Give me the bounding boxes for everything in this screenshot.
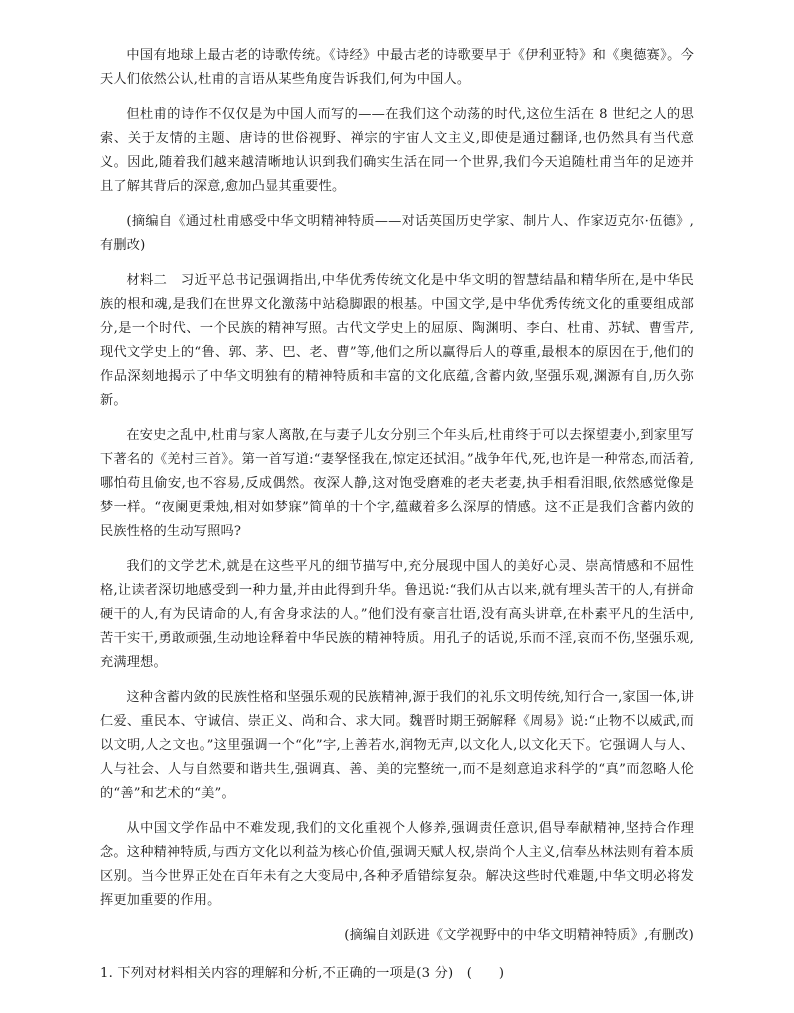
source-citation-2: (摘编自刘跃进《文学视野中的中华文明精神特质》,有删改)	[344, 928, 694, 943]
paragraph-7: 从中国文学作品中不难发现,我们的文化重视个人修养,强调责任意识,倡导奉献精神,坚持合作理念。这种精神特质,与西方文化以利益为核心价值,强调天赋人权,崇尚个人主义,信奉丛林法则有着本质区别。当今世界正处在百年未有之大变局中,各种矛盾错综复杂。解决这些时代难题,中华文明必将发挥更加重要的作用。	[100, 821, 694, 908]
source-citation-1: (摘编自《通过杜甫感受中华文明精神特质——对话英国历史学家、制片人、作家迈克尔·伍德》,有删改)	[100, 214, 694, 253]
paragraph-6: 这种含蓄内敛的民族性格和坚强乐观的民族精神,源于我们的礼乐文明传统,知行合一,家国一体,讲仁爱、重民本、守诚信、崇正义、尚和合、求大同。魏晋时期王弼解释《周易》说:“止物不以威武,而以文明,人之文也。”这里强调一个“化”字,上善若水,润物无声,以文化人,以文化天下。它强调人与人、人与社会、人与自然要和谐共生,强调真、善、美的完整统一,而不是刻意追求科学的“真”而忽略人伦的“善”和艺术的“美”。	[100, 690, 694, 801]
question-1: 1. 下列对材料相关内容的理解和分析,不正确的一项是(3 分) ( )	[100, 966, 505, 981]
paragraph-1: 中国有地球上最古老的诗歌传统。《诗经》中最古老的诗歌要早于《伊利亚特》和《奥德赛》。今天人们依然公认,杜甫的言语从某些角度告诉我们,何为中国人。	[100, 48, 694, 87]
paragraph-5: 我们的文学艺术,就是在这些平凡的细节描写中,充分展现中国人的美好心灵、崇高情感和不屈性格,让读者深切地感受到一种力量,并由此得到升华。鲁迅说:“我们从古以来,就有埋头苦干的人,有拼命硬干的人,有为民请命的人,有舍身求法的人。”他们没有豪言壮语,没有高头讲章,在朴素平凡的生活中,苦干实干,勇敢顽强,生动地诠释着中华民族的精神特质。用孔子的话说,乐而不淫,哀而不伤,坚强乐观,充满理想。	[100, 559, 694, 670]
paragraph-material-2: 材料二 习近平总书记强调指出,中华优秀传统文化是中华文明的智慧结晶和精华所在,是中华民族的根和魂,是我们在世界文化激荡中站稳脚跟的根基。中国文学,是中华优秀传统文化的重要组成部分,是一个时代、一个民族的精神写照。古代文学史上的屈原、陶渊明、李白、杜甫、苏轼、曹雪芹,现代文学史上的“鲁、郭、茅、巴、老、曹”等,他们之所以赢得后人的尊重,最根本的原因在于,他们的作品深刻地揭示了中华文明独有的精神特质和丰富的文化底蕴,含蓄内敛,坚强乐观,渊源有自,历久弥新。	[100, 273, 694, 408]
paragraph-2: 但杜甫的诗作不仅仅是为中国人而写的——在我们这个动荡的时代,这位生活在 8 世纪之人的思索、关于友情的主题、唐诗的世俗视野、禅宗的宇宙人文主义,即使是通过翻译,也仍然具有当代意义。因此,随着我们越来越清晰地认识到我们确实生活在同一个世界,我们今天追随杜甫当年的足迹并且了解其背后的深意,愈加凸显其重要性。	[100, 107, 694, 194]
paragraph-4: 在安史之乱中,杜甫与家人离散,在与妻子儿女分别三个年头后,杜甫终于可以去探望妻小,到家里写下著名的《羌村三首》。第一首写道:“妻孥怪我在,惊定还拭泪。”战争年代,死,也许是一种常态,而活着,哪怕苟且偷安,也不容易,反成偶然。夜深人静,这对饱受磨难的老夫老妻,执手相看泪眼,依然感觉像是梦一样。“夜阑更秉烛,相对如梦寐”简单的十个字,蕴藏着多么深厚的情感。这不正是我们含蓄内敛的民族性格的生动写照吗?	[100, 428, 694, 539]
document-body	[100, 44, 694, 997]
